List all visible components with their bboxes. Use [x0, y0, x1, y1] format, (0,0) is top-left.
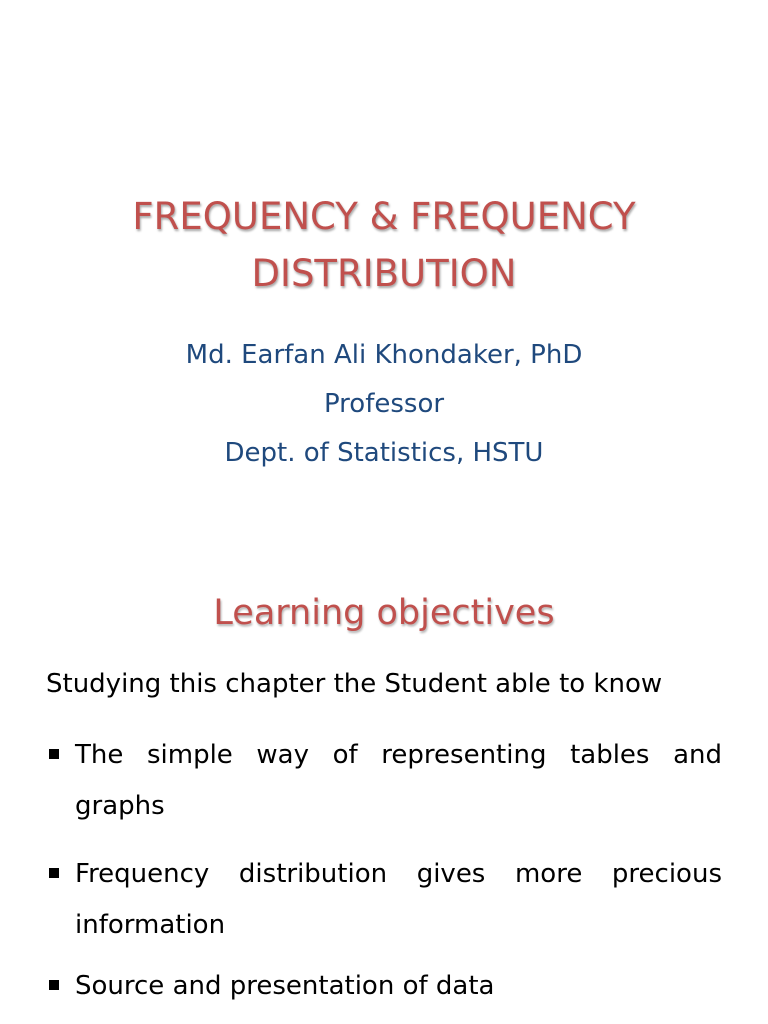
square-bullet-icon — [49, 868, 59, 878]
author-position: Professor — [323, 389, 445, 419]
objectives-intro: Studying this chapter the Student able to know — [46, 669, 663, 699]
author-block — [40, 331, 728, 478]
objectives-slide — [0, 512, 768, 1024]
slide-title — [40, 188, 728, 302]
author-name: Md. Earfan Ali Khondaker, PhD — [185, 340, 583, 370]
list-item-text: Source and presentation of data — [75, 971, 495, 1001]
author-department: Dept. of Statistics, HSTU — [224, 438, 544, 468]
list-item — [46, 849, 722, 951]
slide-title-line-1: FREQUENCY & FREQUENCY — [132, 195, 636, 238]
objectives-list — [46, 730, 722, 1012]
list-item — [46, 961, 722, 1012]
slide-title-line-2: DISTRIBUTION — [251, 252, 517, 295]
square-bullet-icon — [49, 980, 59, 990]
objectives-heading: Learning objectives — [213, 593, 555, 633]
square-bullet-icon — [49, 749, 59, 759]
list-item-text: Frequency distribution gives more precious information — [75, 859, 722, 940]
list-item — [46, 730, 722, 832]
list-item-text: The simple way of representing tables and graphs — [75, 740, 722, 821]
